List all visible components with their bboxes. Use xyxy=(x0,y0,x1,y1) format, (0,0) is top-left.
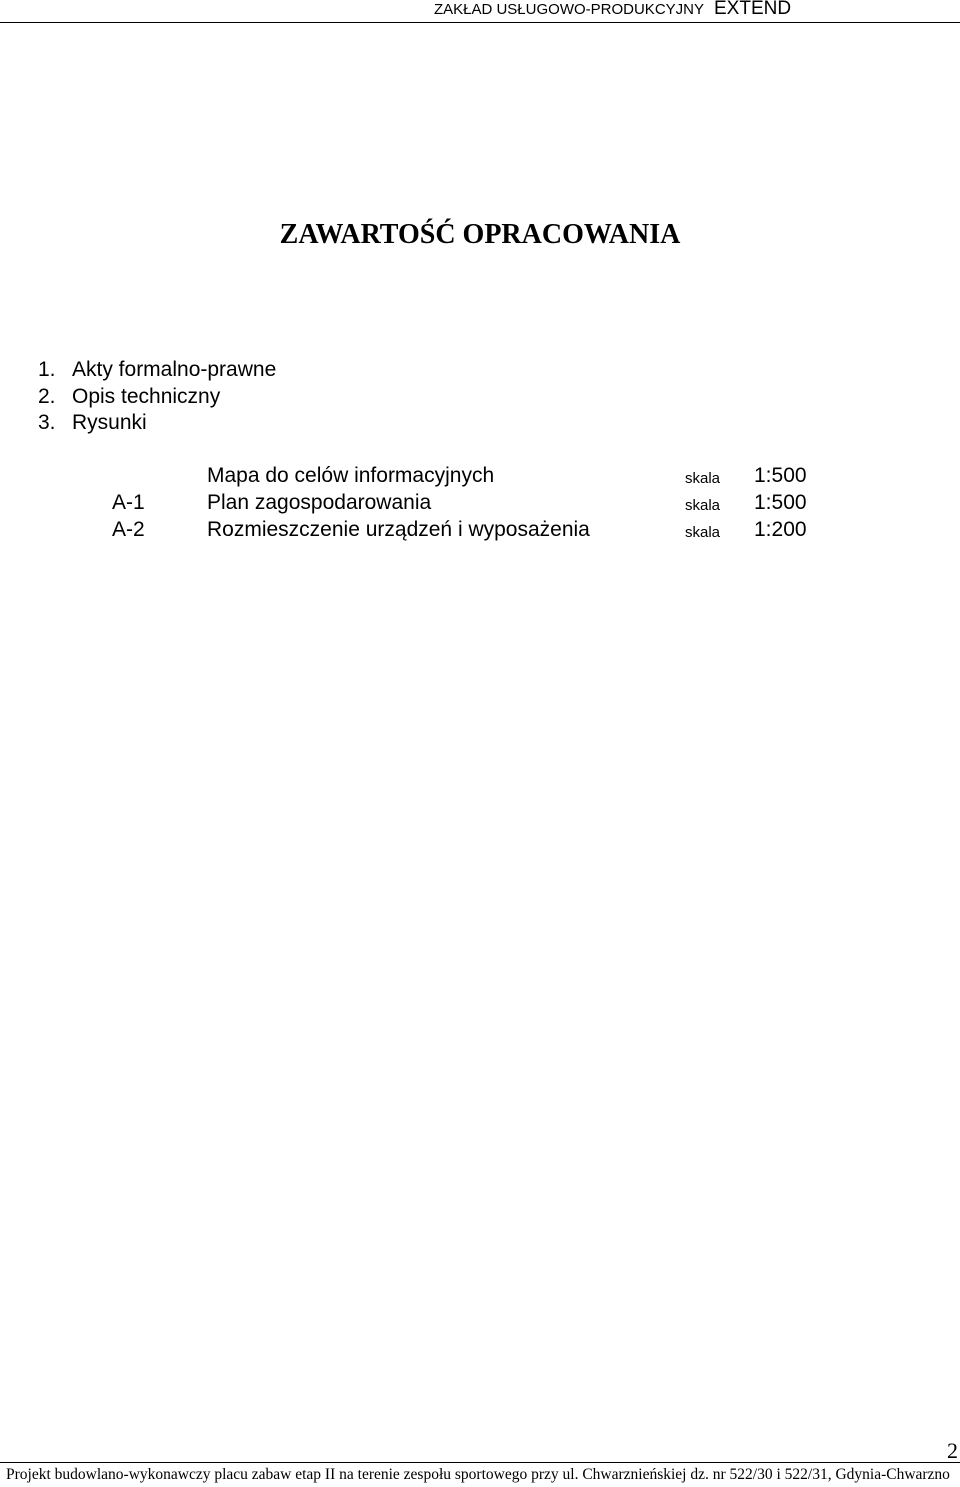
drawing-row xyxy=(0,489,960,516)
footer-project-text: Projekt budowlano-wykonawczy placu zabaw etap II na terenie zespołu sportowego przy ul. Chwarznieńskiej dz. nr 522/30 i 522/31, Gdynia-Chwarzno xyxy=(6,1466,950,1483)
drawing-name: Plan zagospodarowania xyxy=(207,491,432,514)
contents-item-label: Rysunki xyxy=(72,411,147,434)
drawing-scale: 1:200 xyxy=(754,518,807,541)
contents-item-number: 2. xyxy=(38,384,56,408)
page-header xyxy=(0,0,960,23)
page-footer xyxy=(0,1462,960,1487)
drawing-name: Rozmieszczenie urządzeń i wyposażenia xyxy=(207,518,590,541)
drawing-code: A-2 xyxy=(112,518,145,541)
page-number: 2 xyxy=(947,1438,958,1463)
drawings-list xyxy=(0,462,960,543)
contents-item-label: Akty formalno-prawne xyxy=(72,358,277,381)
drawing-scale: 1:500 xyxy=(754,491,807,514)
drawing-row xyxy=(0,516,960,543)
contents-list xyxy=(38,356,276,436)
drawing-name: Mapa do celów informacyjnych xyxy=(207,464,495,487)
header-brand-name: EXTEND xyxy=(714,0,792,19)
contents-item xyxy=(38,383,276,410)
contents-item xyxy=(38,356,276,383)
document-title: ZAWARTOŚĆ OPRACOWANIA xyxy=(279,219,681,250)
header-company-name: ZAKŁAD USŁUGOWO-PRODUKCYJNY xyxy=(433,1,704,18)
contents-item-number: 3. xyxy=(38,411,56,434)
drawing-scale: 1:500 xyxy=(754,464,807,487)
contents-item xyxy=(38,409,276,436)
drawing-row xyxy=(0,462,960,489)
contents-item-number: 1. xyxy=(38,358,56,381)
drawing-scale-label: skala xyxy=(685,497,721,514)
drawing-scale-label: skala xyxy=(685,470,721,487)
drawing-scale-label: skala xyxy=(685,524,721,541)
contents-item-label: Opis techniczny xyxy=(72,384,221,408)
drawing-code: A-1 xyxy=(112,491,145,514)
